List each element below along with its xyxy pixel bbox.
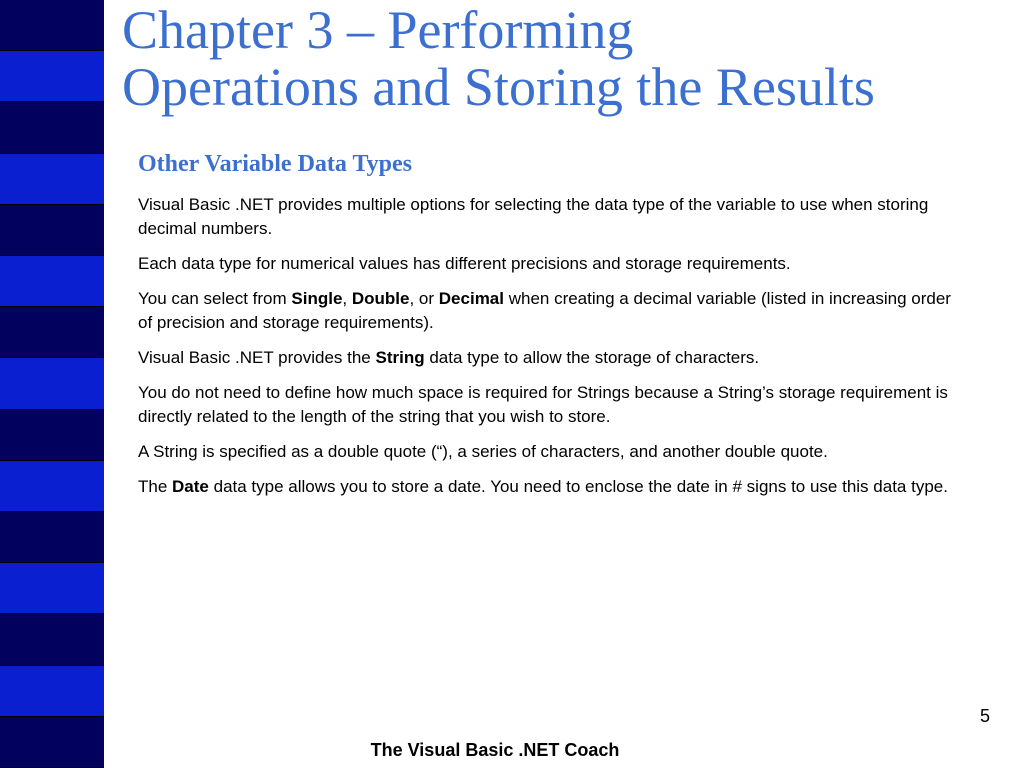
paragraph-text: The bbox=[138, 477, 173, 496]
paragraph-text: Each data type for numerical values has different precisions and storage requirements. bbox=[138, 254, 791, 273]
paragraph-string-storage bbox=[138, 381, 968, 429]
slide-title bbox=[122, 2, 1012, 116]
page-number: 5 bbox=[979, 706, 990, 726]
side-bar-block bbox=[0, 256, 104, 307]
paragraph-text: data type to allow the storage of characters. bbox=[424, 348, 760, 367]
side-bar-block bbox=[0, 0, 104, 51]
paragraph-text: You do not need to define how much space is required for Strings because a String’s storage requirement is directly related to the length of the string that you wish to store. bbox=[138, 383, 948, 426]
side-bar-block bbox=[0, 307, 104, 358]
side-bar-block bbox=[0, 614, 104, 665]
slide-body bbox=[138, 193, 968, 510]
keyword-double: Double bbox=[351, 289, 410, 308]
paragraph-date-type bbox=[138, 475, 968, 499]
keyword-decimal: Decimal bbox=[438, 289, 504, 308]
keyword-string: String bbox=[375, 348, 425, 367]
paragraph-string-quotes bbox=[138, 440, 968, 464]
side-bar-block bbox=[0, 358, 104, 409]
side-bar-block bbox=[0, 461, 104, 512]
paragraph-select-types bbox=[138, 287, 968, 335]
paragraph-decimal-options bbox=[138, 193, 968, 241]
paragraph-text: Visual Basic .NET provides multiple options for selecting the data type of the variable to use when storing decimal numbers. bbox=[138, 195, 929, 238]
paragraph-precisions bbox=[138, 252, 968, 276]
paragraph-text: Visual Basic .NET provides the bbox=[138, 348, 376, 367]
side-bar-block bbox=[0, 154, 104, 205]
decorative-side-bar bbox=[0, 0, 104, 768]
keyword-date: Date bbox=[172, 477, 209, 496]
paragraph-text: data type allows you to store a date. You need to enclose the date in # signs to use this data type. bbox=[208, 477, 948, 496]
paragraph-text: when creating a decimal variable (listed in increasing order of precision and storage requirements). bbox=[138, 289, 951, 332]
keyword-single: Single bbox=[291, 289, 343, 308]
paragraph-text: , bbox=[342, 289, 352, 308]
side-bar-block bbox=[0, 563, 104, 614]
section-subtitle: Other Variable Data Types bbox=[138, 151, 413, 177]
side-bar-block bbox=[0, 205, 104, 256]
paragraph-text: You can select from bbox=[138, 289, 292, 308]
side-bar-block bbox=[0, 102, 104, 153]
side-bar-block bbox=[0, 51, 104, 102]
side-bar-block bbox=[0, 410, 104, 461]
paragraph-text: A String is specified as a double quote (“), a series of characters, and another double quote. bbox=[138, 442, 828, 461]
side-bar-block bbox=[0, 666, 104, 717]
side-bar-block bbox=[0, 717, 104, 768]
slide-footer: The Visual Basic .NET Coach bbox=[370, 740, 620, 760]
paragraph-text: , or bbox=[409, 289, 439, 308]
slide-title-line-1: Chapter 3 – Performing bbox=[122, 0, 634, 60]
side-bar-block bbox=[0, 512, 104, 563]
paragraph-string-type bbox=[138, 346, 968, 370]
slide-title-line-2: Operations and Storing the Results bbox=[122, 57, 875, 117]
